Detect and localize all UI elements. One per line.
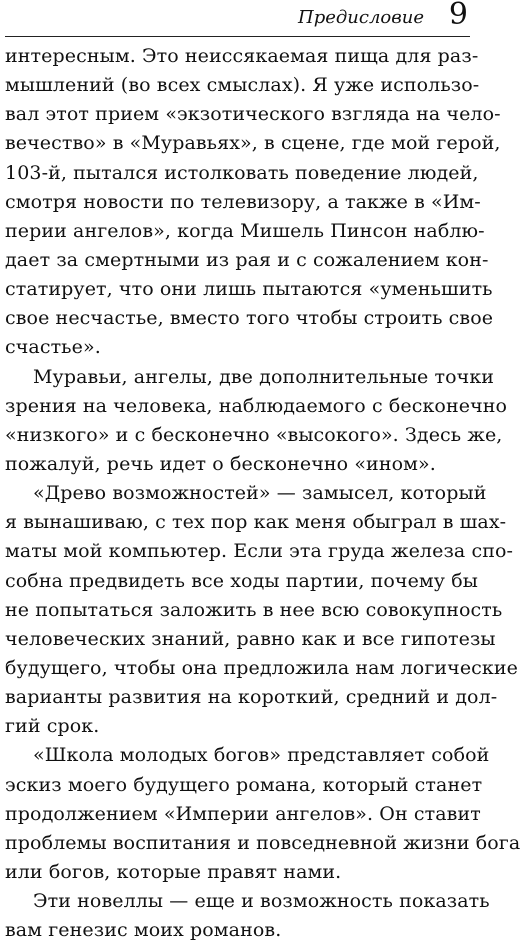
text-line: собна предвидеть все ходы партии, почему бы — [5, 569, 478, 592]
chapter-title: Предисловие — [298, 7, 424, 28]
text-line: вам генезис моих романов. — [5, 919, 282, 942]
text-line: продолжением «Империи ангелов». Он ставит — [5, 802, 481, 825]
text-line: 103-й, пытался истолковать поведение людей, — [5, 161, 479, 184]
text-line: пожалуй, речь идет о бесконечно «ином». — [5, 452, 436, 475]
text-line: смотря новости по телевизору, а также в «Им- — [5, 190, 481, 213]
text-line: свое несчастье, вместо того чтобы строить свое — [5, 307, 494, 330]
text-line: «Древо возможностей» — замысел, который — [33, 482, 487, 505]
text-line: зрения на человека, наблюдаемого с бесконечно — [5, 394, 508, 417]
text-line: гий срок. — [5, 715, 100, 738]
text-line: будущего, чтобы она предложила нам логические — [5, 656, 518, 679]
page-number: 9 — [448, 0, 468, 32]
text-line: статирует, что они лишь пытаются «уменьшить — [5, 278, 493, 301]
text-line: счастье». — [5, 336, 101, 359]
text-line: мышлений (во всех смыслах). Я уже использо- — [5, 74, 480, 97]
text-line: маты мой компьютер. Если эта груда железа спо- — [5, 540, 514, 563]
text-line: Эти новеллы — еще и возможность показать — [33, 890, 490, 913]
text-line: человеческих знаний, равно как и все гипотезы — [5, 627, 496, 650]
text-line: не попытаться заложить в нее всю совокупность — [5, 598, 503, 621]
text-line: я вынашиваю, с тех пор как меня обыграл в шах- — [5, 511, 507, 534]
text-line: дает за смертными из рая и с сожалением кон- — [5, 248, 489, 271]
text-line: проблемы воспитания и повседневной жизни бога — [5, 831, 520, 854]
text-line: перии ангелов», когда Мишель Пинсон наблю- — [5, 219, 485, 242]
text-line: эскиз моего будущего романа, который станет — [5, 773, 483, 796]
body-text — [5, 42, 520, 945]
text-line: «низкого» и с бесконечно «высокого». Здесь же, — [5, 423, 503, 446]
text-line: Муравьи, ангелы, две дополнительные точки — [33, 365, 495, 388]
text-line: вечество» в «Муравьях», в сцене, где мой герой, — [5, 132, 501, 155]
text-line: или богов, которые правят нами. — [5, 860, 342, 883]
running-header — [5, 0, 470, 37]
text-line: «Школа молодых богов» представляет собой — [33, 744, 490, 767]
text-line: вал этот прием «экзотического взгляда на чело- — [5, 103, 501, 126]
text-line: интересным. Это неиссякаемая пища для раз- — [5, 45, 479, 67]
text-line: варианты развития на короткий, средний и дол- — [5, 686, 498, 709]
